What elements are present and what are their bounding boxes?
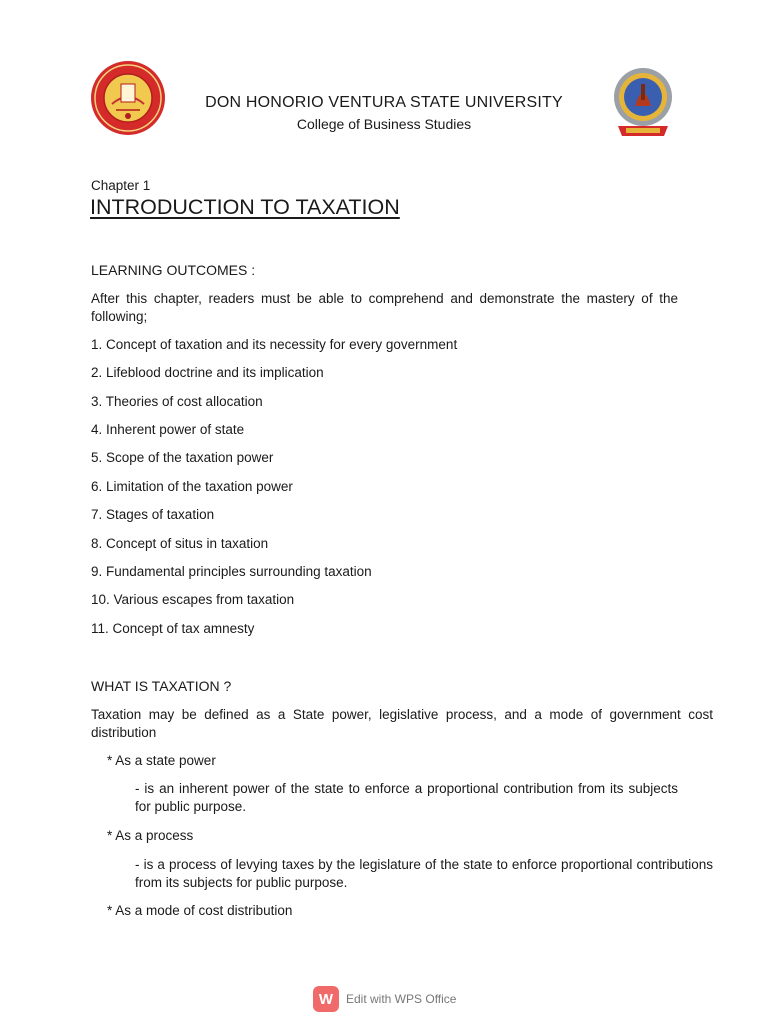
college-name: College of Business Studies [296,116,472,132]
learning-outcomes-heading: LEARNING OUTCOMES : [91,262,256,278]
chapter-label: Chapter 1 [91,178,151,193]
outcome-item: 9. Fundamental principles surrounding taxation [91,564,372,579]
outcome-item: 3. Theories of cost allocation [91,394,263,409]
outcome-item: 7. Stages of taxation [91,507,215,522]
outcome-item: 4. Inherent power of state [91,422,245,437]
wps-edit-banner[interactable] [313,985,456,1013]
chapter-title: INTRODUCTION TO TAXATION [90,195,400,219]
aspect-state-power-text: - is an inherent power of the state to enforce a proportional contribution from its subjects for public purpose. [135,781,678,814]
learning-outcomes-intro: After this chapter, readers must be able to comprehend and demonstrate the mastery of the following; [91,291,678,324]
university-name: DON HONORIO VENTURA STATE UNIVERSITY [205,94,563,111]
aspect-process-text: - is a process of levying taxes by the legislature of the state to enforce proportional contributions from its subjects for public purpose. [135,857,713,890]
outcome-item: 6. Limitation of the taxation power [91,479,293,494]
aspect-process-heading: * As a process [107,828,194,843]
outcome-item: 5. Scope of the taxation power [91,450,274,465]
aspect-state-power-heading: * As a state power [107,753,216,768]
taxation-definition: Taxation may be defined as a State power, legislative process, and a mode of government cost distribution [91,707,713,740]
wps-edit-label: Edit with WPS Office [346,992,457,1006]
outcome-item: 11. Concept of tax amnesty [91,621,255,636]
aspect-cost-distribution-heading: * As a mode of cost distribution [107,903,293,918]
what-is-taxation-heading: WHAT IS TAXATION ? [91,678,232,694]
outcome-item: 10. Various escapes from taxation [91,592,295,607]
outcome-item: 2. Lifeblood doctrine and its implication [91,365,324,380]
outcome-item: 1. Concept of taxation and its necessity for every government [91,337,458,352]
wps-logo-icon: W [313,986,339,1012]
outcome-item: 8. Concept of situs in taxation [91,536,269,551]
